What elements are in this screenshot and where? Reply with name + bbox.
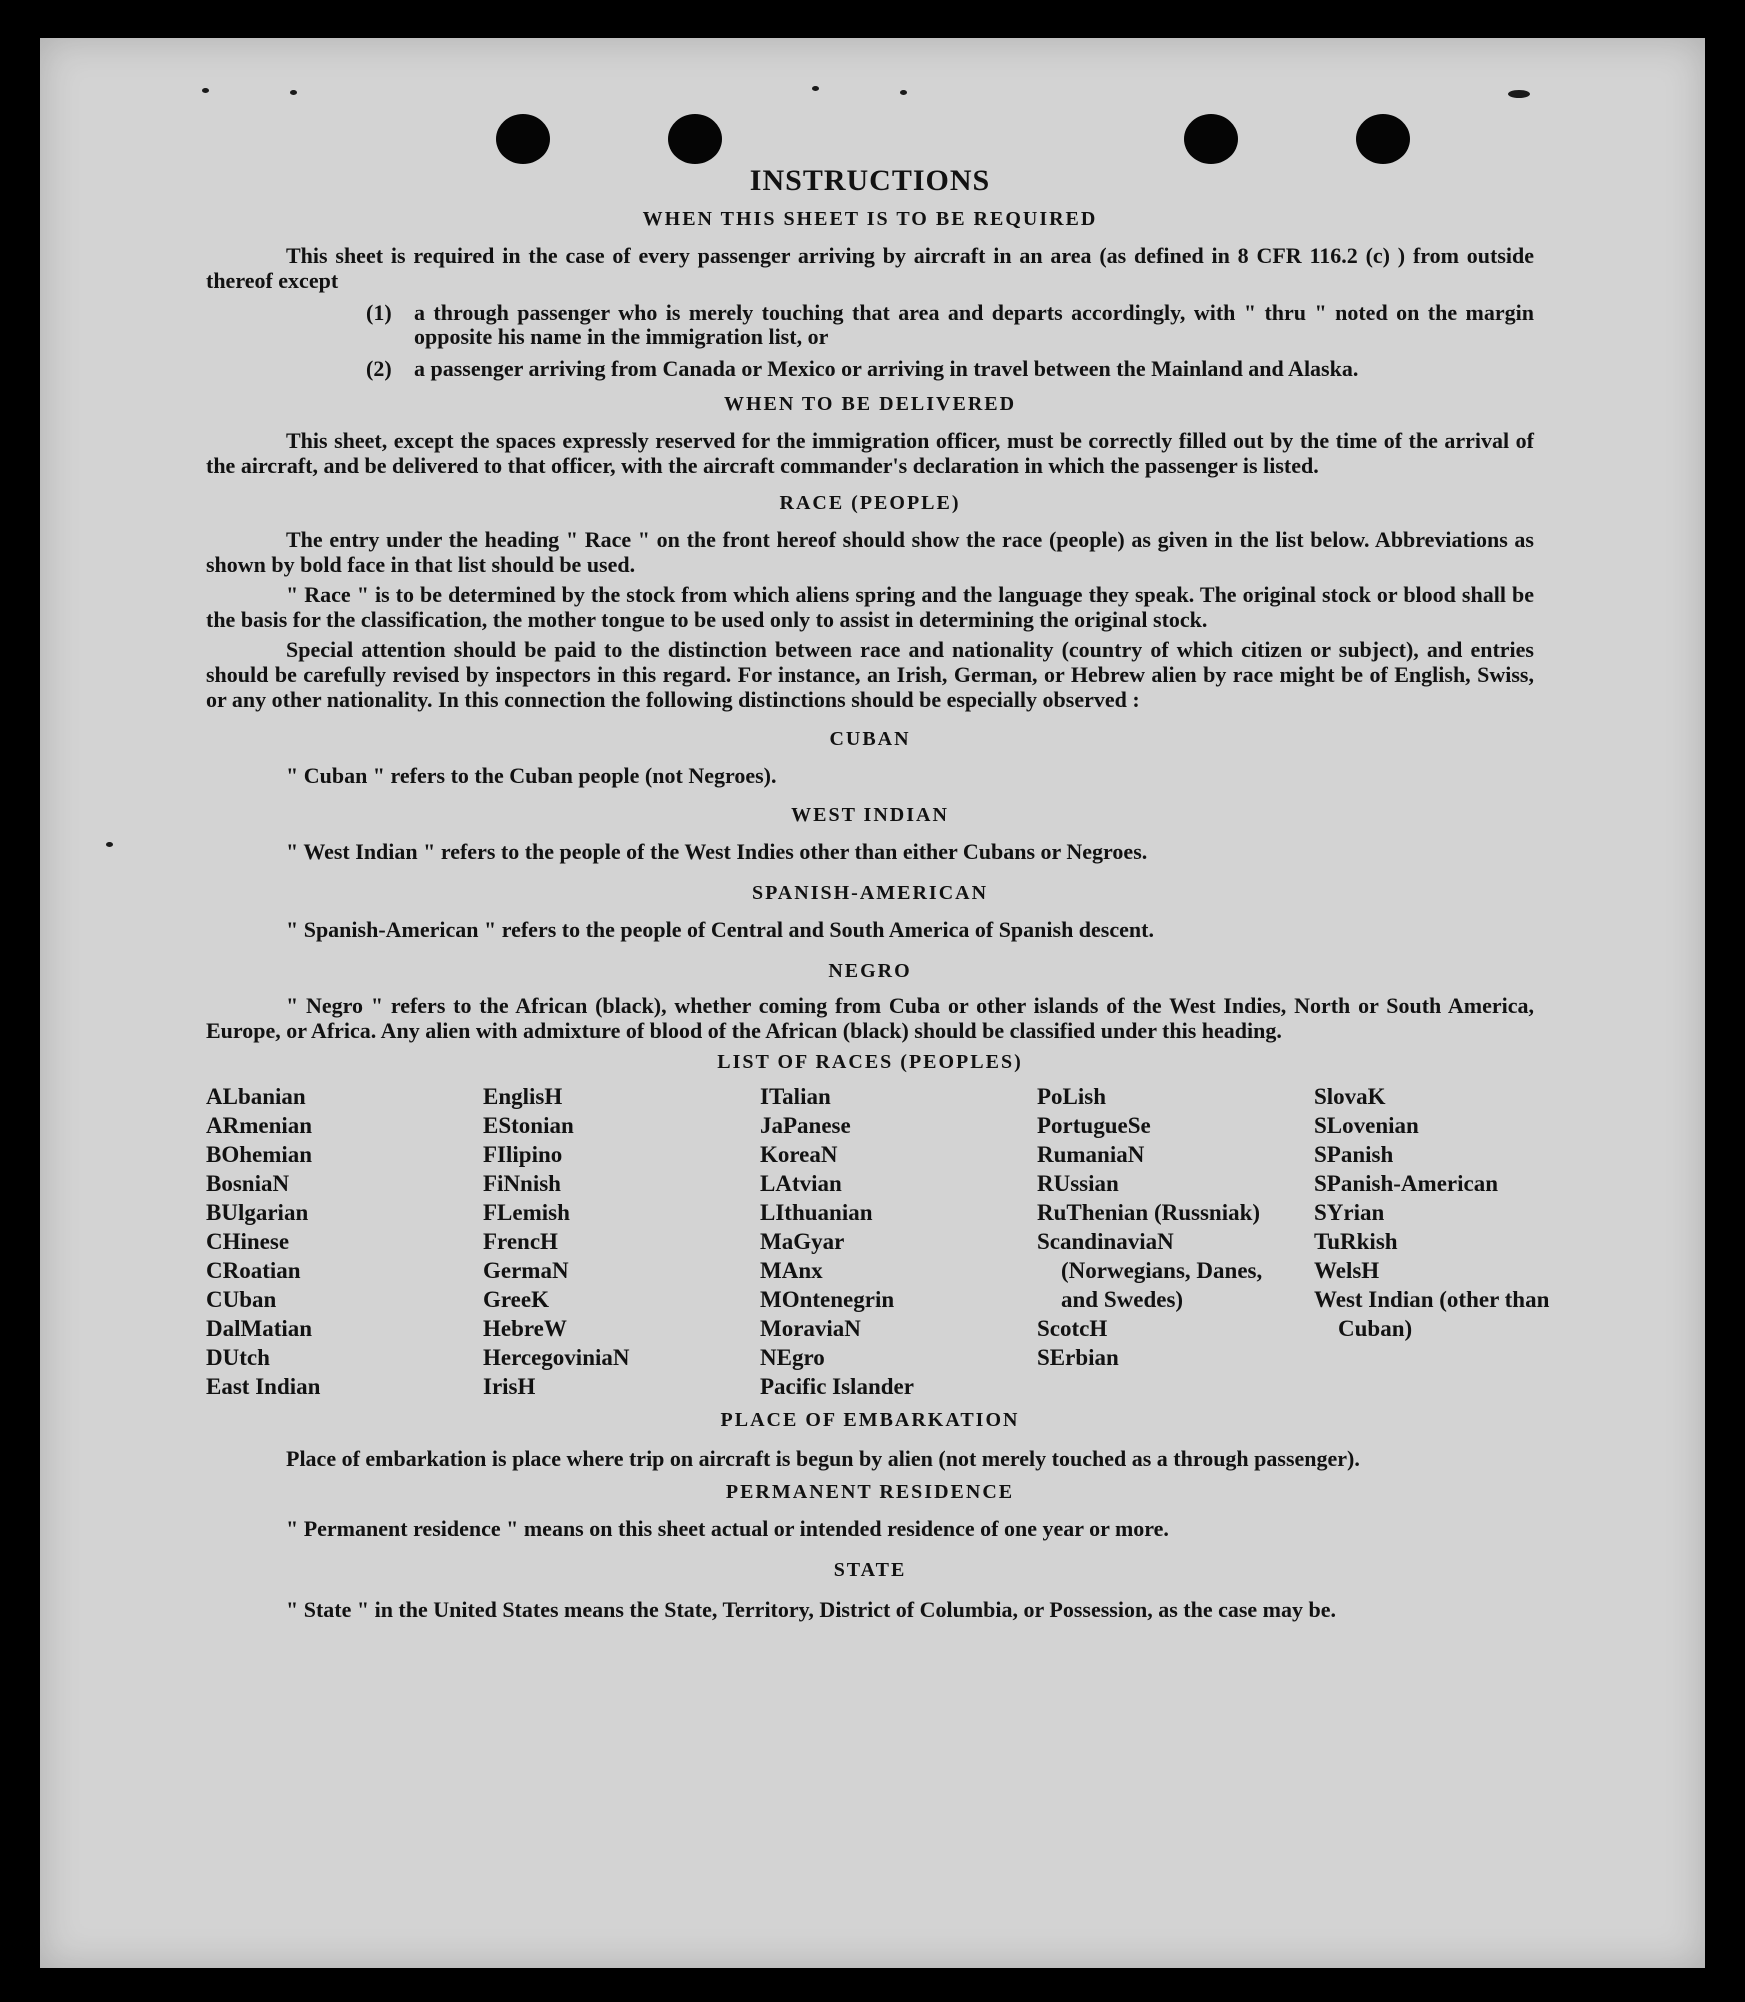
race-entry: GermaN bbox=[483, 1258, 569, 1283]
race-entry: BUlgarian bbox=[206, 1200, 309, 1225]
paragraph-negro: " Negro " refers to the African (black), whether coming from Cuba or other islands of the West Indies, North or South America, Europe, or Africa. Any alien with admixture of blood of the African (black) should be classified under this heading. bbox=[206, 993, 1534, 1043]
list-item-text: a passenger arriving from Canada or Mexico or arriving in travel between the Mainland and Alaska. bbox=[414, 356, 1359, 381]
race-entry: ScandinaviaN (Norwegians, Danes, and Swedes) bbox=[1037, 1229, 1263, 1312]
paragraph-cuban: " Cuban " refers to the Cuban people (not Negroes). bbox=[286, 763, 777, 788]
race-entry: RUssian bbox=[1037, 1171, 1119, 1196]
list-item-number: (2) bbox=[366, 356, 392, 381]
punch-hole bbox=[1356, 114, 1410, 164]
punch-hole bbox=[1184, 114, 1238, 164]
heading-permanent-residence: PERMANENT RESIDENCE bbox=[725, 1481, 1015, 1503]
list-item-text: a through passenger who is merely touching that area and departs accordingly, with " thru " noted on the margin opposite his name in the immigration list, or bbox=[414, 300, 1534, 349]
paragraph-when-delivered: This sheet, except the spaces expressly reserved for the immigration officer, must be correctly filled out by the time of the arrival of the aircraft, and be delivered to that officer, with the aircraft commander's declaration in which the passenger is listed. bbox=[206, 428, 1534, 478]
race-entry: TuRkish bbox=[1314, 1229, 1398, 1254]
race-entry: GreeK bbox=[483, 1287, 549, 1312]
race-entry: ALbanian bbox=[206, 1084, 306, 1109]
race-entry: BosniaN bbox=[206, 1171, 290, 1196]
race-entry: Pacific Islander bbox=[760, 1374, 914, 1399]
punch-hole bbox=[668, 114, 722, 164]
heading-west-indian: WEST INDIAN bbox=[791, 804, 949, 826]
race-entry: MAnx bbox=[760, 1258, 823, 1283]
race-entry: FLemish bbox=[483, 1200, 570, 1225]
race-entry: FIlipino bbox=[483, 1142, 563, 1167]
ink-speck bbox=[1508, 90, 1530, 98]
paragraph-place-of-embarkation: Place of embarkation is place where trip on aircraft is begun by alien (not merely touched as a through passenger). bbox=[286, 1446, 1360, 1471]
heading-spanish-american: SPANISH-AMERICAN bbox=[751, 882, 989, 904]
paragraph-when-required: This sheet is required in the case of every passenger arriving by aircraft in an area (as defined in 8 CFR 116.2 (c) ) from outside thereof except bbox=[206, 243, 1534, 293]
ink-speck bbox=[900, 90, 907, 95]
ink-speck bbox=[290, 90, 297, 95]
paragraph-race: The entry under the heading " Race " on the front hereof should show the race (people) as given in the list below. Abbreviations as shown by bold face in that list should be used. bbox=[206, 527, 1534, 577]
race-entry: WelsH bbox=[1314, 1258, 1380, 1283]
race-entry: EnglisH bbox=[483, 1084, 563, 1109]
race-entry: SPanish-American bbox=[1314, 1171, 1498, 1196]
list-item bbox=[366, 301, 1534, 349]
instructions-content bbox=[206, 164, 1550, 1626]
races-column bbox=[206, 1082, 483, 1401]
race-entry: RumaniaN bbox=[1037, 1142, 1145, 1167]
paragraph-permanent-residence: " Permanent residence " means on this sheet actual or intended residence of one year or more. bbox=[286, 1516, 1169, 1541]
race-entry: CUban bbox=[206, 1287, 277, 1312]
paragraph-race: " Race " is to be determined by the stock from which aliens spring and the language they speak. The original stock or blood shall be the basis for the classification, the mother tongue to be used only to assist in determining the original stock. bbox=[206, 582, 1534, 632]
heading-state: STATE bbox=[833, 1559, 907, 1581]
race-entry: PoLish bbox=[1037, 1084, 1107, 1109]
race-entry: ARmenian bbox=[206, 1113, 313, 1138]
heading-when-required: WHEN THIS SHEET IS TO BE REQUIRED bbox=[642, 208, 1098, 230]
ink-speck bbox=[812, 86, 819, 91]
paragraph-race: Special attention should be paid to the distinction between race and nationality (country of which citizen or subject), and entries should be carefully revised by inspectors in this regard. For instance, an Irish, German, or Hebrew alien by race might be of English, Swiss, or any other nationality. In this connection the following distinctions should be especially observed : bbox=[206, 637, 1534, 712]
paragraph-west-indian: " West Indian " refers to the people of the West Indies other than either Cubans or Negroes. bbox=[286, 839, 1148, 864]
race-entry: LIthuanian bbox=[760, 1200, 873, 1225]
race-entry: HebreW bbox=[483, 1316, 567, 1341]
heading-when-delivered: WHEN TO BE DELIVERED bbox=[723, 393, 1017, 415]
race-entry: East Indian bbox=[206, 1374, 321, 1399]
race-entry: RuThenian (Russniak) bbox=[1037, 1200, 1261, 1225]
paragraph-spanish-american: " Spanish-American " refers to the people of Central and South America of Spanish descent. bbox=[286, 917, 1154, 942]
race-entry: LAtvian bbox=[760, 1171, 842, 1196]
race-entry: HercegoviniaN bbox=[483, 1345, 630, 1370]
race-entry: FrencH bbox=[483, 1229, 558, 1254]
paragraph-state: " State " in the United States means the State, Territory, District of Columbia, or Possession, as the case may be. bbox=[286, 1597, 1336, 1622]
list-item-number: (1) bbox=[366, 300, 392, 325]
races-list bbox=[206, 1082, 1550, 1401]
race-entry: FiNnish bbox=[483, 1171, 561, 1196]
race-entry: MoraviaN bbox=[760, 1316, 861, 1341]
race-entry: DalMatian bbox=[206, 1316, 313, 1341]
races-column bbox=[1314, 1082, 1550, 1401]
race-entry: CRoatian bbox=[206, 1258, 301, 1283]
race-entry: SlovaK bbox=[1314, 1084, 1386, 1109]
page-title: INSTRUCTIONS bbox=[749, 164, 991, 197]
heading-race: RACE (PEOPLE) bbox=[779, 492, 961, 514]
race-entry: MOntenegrin bbox=[760, 1287, 895, 1312]
race-entry: CHinese bbox=[206, 1229, 290, 1254]
race-entry: SYrian bbox=[1314, 1200, 1385, 1225]
race-entry: NEgro bbox=[760, 1345, 825, 1370]
race-entry: PortugueSe bbox=[1037, 1113, 1151, 1138]
heading-list-of-races: LIST OF RACES (PEOPLES) bbox=[717, 1051, 1023, 1073]
races-column bbox=[760, 1082, 1037, 1401]
heading-place-of-embarkation: PLACE OF EMBARKATION bbox=[720, 1409, 1020, 1431]
heading-cuban: CUBAN bbox=[829, 728, 911, 750]
heading-negro: NEGRO bbox=[828, 960, 912, 982]
race-entry: KoreaN bbox=[760, 1142, 838, 1167]
race-entry: MaGyar bbox=[760, 1229, 845, 1254]
race-entry: BOhemian bbox=[206, 1142, 313, 1167]
race-entry: JaPanese bbox=[760, 1113, 851, 1138]
races-column bbox=[483, 1082, 760, 1401]
race-entry: IrisH bbox=[483, 1374, 536, 1399]
race-entry: SLovenian bbox=[1314, 1113, 1419, 1138]
race-entry: ScotcH bbox=[1037, 1316, 1108, 1341]
punch-hole bbox=[496, 114, 550, 164]
race-entry: SPanish bbox=[1314, 1142, 1394, 1167]
race-entry: SErbian bbox=[1037, 1345, 1119, 1370]
ink-speck bbox=[202, 88, 209, 93]
ink-speck bbox=[106, 842, 113, 847]
race-entry: EStonian bbox=[483, 1113, 574, 1138]
race-entry: West Indian (other than Cuban) bbox=[1314, 1287, 1550, 1341]
race-entry: ITalian bbox=[760, 1084, 831, 1109]
race-entry: DUtch bbox=[206, 1345, 270, 1370]
races-column bbox=[1037, 1082, 1314, 1401]
list-item bbox=[366, 357, 1534, 381]
